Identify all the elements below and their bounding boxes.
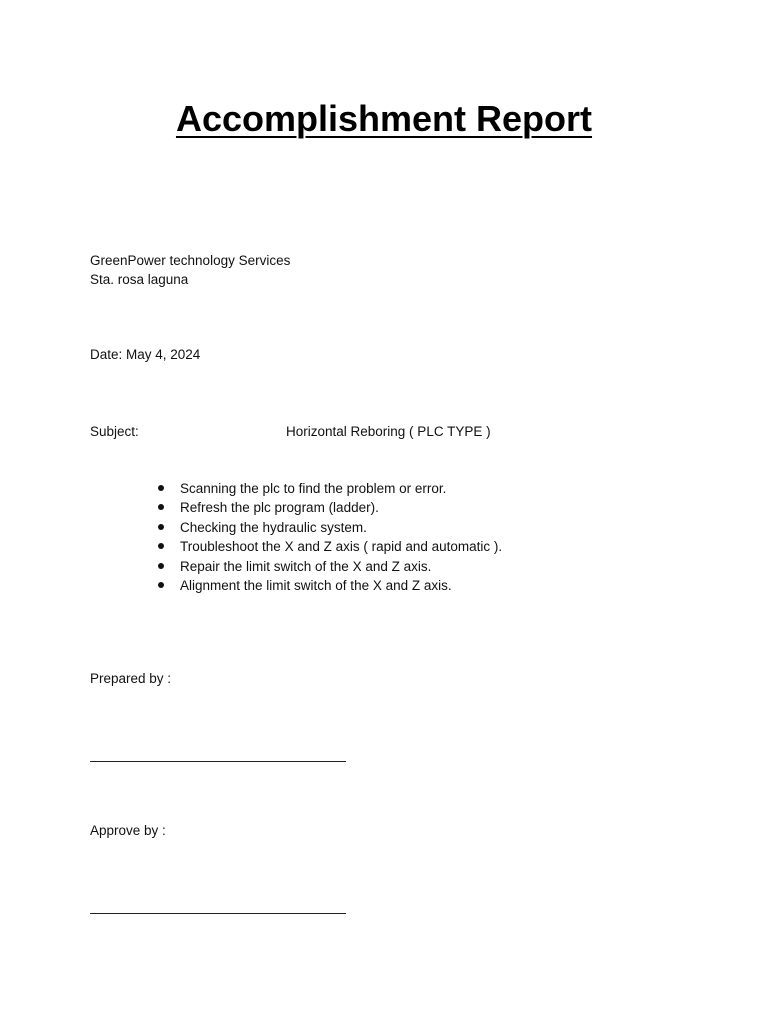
task-text: Refresh the plc program (ladder).	[180, 500, 379, 516]
prepared-by-signature-line	[90, 761, 346, 762]
approve-by-signature-line	[90, 913, 346, 914]
bullet-icon	[158, 485, 164, 491]
task-text: Repair the limit switch of the X and Z axis.	[180, 558, 432, 574]
task-text: Troubleshoot the X and Z axis ( rapid and automatic ).	[180, 539, 503, 555]
report-title: Accomplishment Report	[175, 98, 593, 139]
list-item	[158, 576, 502, 595]
approve-by-label: Approve by :	[90, 823, 166, 838]
list-item	[158, 479, 502, 498]
list-item	[158, 537, 502, 556]
list-item	[158, 557, 502, 576]
subject-label: Subject:	[90, 424, 139, 439]
subject-value: Horizontal Reboring ( PLC TYPE )	[286, 424, 491, 439]
list-item	[158, 498, 502, 517]
task-text: Scanning the plc to find the problem or error.	[180, 481, 447, 496]
task-text: Alignment the limit switch of the X and Z axis.	[180, 578, 452, 594]
bullet-icon	[158, 563, 164, 569]
bullet-icon	[158, 543, 164, 549]
prepared-by-label: Prepared by :	[90, 671, 172, 686]
company-location: Sta. rosa laguna	[90, 272, 189, 287]
bullet-icon	[158, 524, 164, 530]
list-item	[158, 518, 502, 537]
bullet-icon	[158, 504, 164, 510]
task-list	[158, 479, 502, 595]
report-date: Date: May 4, 2024	[90, 347, 201, 362]
bullet-icon	[158, 582, 164, 588]
task-text: Checking the hydraulic system.	[180, 519, 367, 535]
company-name: GreenPower technology Services	[90, 253, 291, 268]
